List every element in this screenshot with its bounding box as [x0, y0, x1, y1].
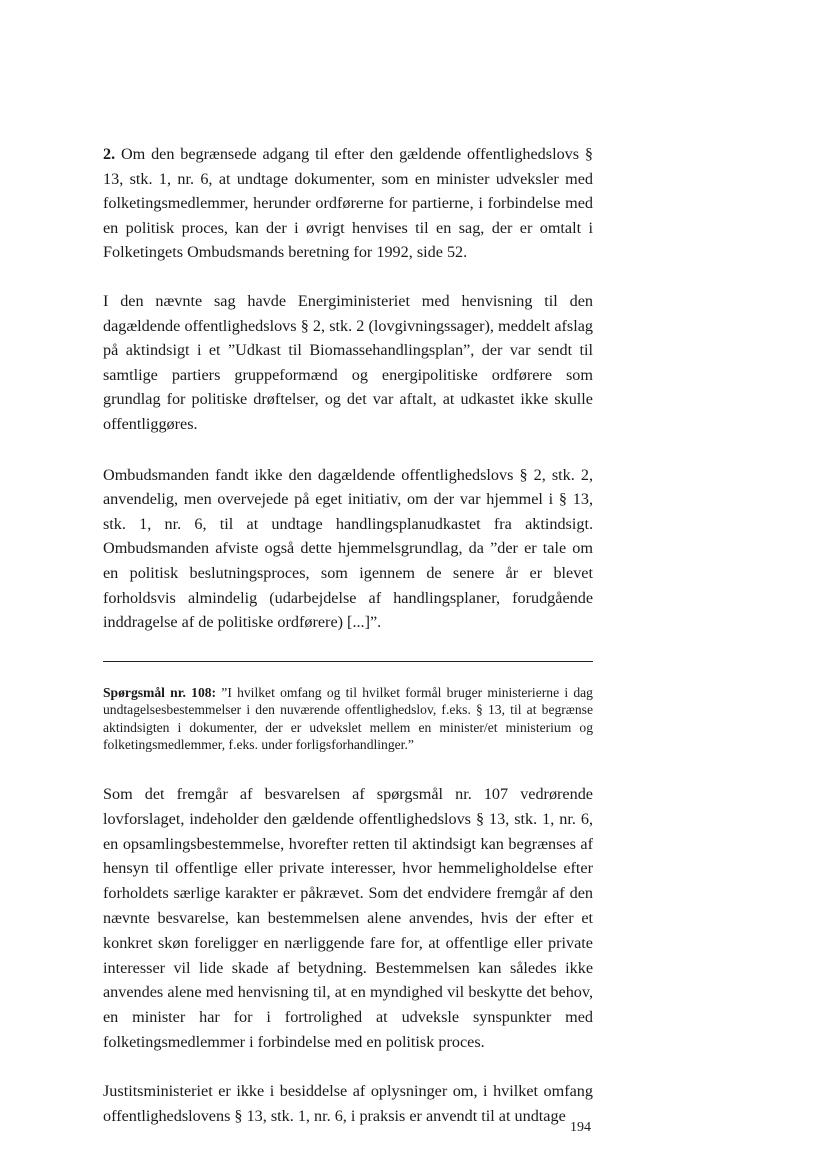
paragraph-2	[103, 142, 593, 265]
paragraph-case-description: I den nævnte sag havde Energiministeriet med henvisning til den dagældende offentlighedslovs § 2, stk. 2 (lovgivningssager), meddelt afslag på aktindsigt i et ”Udkast til Biomassehandlingsplan”, der var sendt til samtlige partiers gruppeformænd og energipolitiske ordførere som grundlag for politiske drøftelser, og det var aftalt, at udkastet ikke skulle offentliggøres.	[103, 291, 593, 433]
question-108	[103, 684, 593, 754]
paragraph-text: Om den begrænsede adgang til efter den gældende offentlighedslovs § 13, stk. 1, nr. 6, at undtage dokumenter, som en minister udveksler med folketingsmedlemmer, herunder ordførerne for partierne, i forbindelse med en politisk proces, kan der i øvrigt henvises til en sag, der er omtalt i Folketingets Ombudsmands beretning for 1992, side 52.	[103, 145, 593, 262]
page-number: 194	[570, 1120, 591, 1135]
paragraph-ombudsman-finding: Ombudsmanden fandt ikke den dagældende offentlighedslovs § 2, stk. 2, anvendelig, men overvejede på eget initiativ, om der var hjemmel i § 13, stk. 1, nr. 6, til at undtage handlingsplanudkastet fra aktindsigt. Ombudsmanden afviste også dette hjemmelsgrundlag, da ”der er tale om en politisk beslutningsproces, som igennem de senere år er blevet forholdsvis almindelig (udarbejdelse af handlingsplaner, forudgående inddragelse af de politiske ordførere) [...]”.	[103, 465, 593, 632]
question-label: Spørgsmål nr. 108:	[103, 684, 217, 700]
paragraph-number: 2.	[103, 145, 116, 163]
section-divider	[103, 661, 593, 662]
answer-paragraph-1: Som det fremgår af besvarelsen af spørgsmål nr. 107 vedrørende lovforslaget, indeholder den gældende offentlighedslovs § 13, stk. 1, nr. 6, en opsamlingsbestemmelse, hvorefter retten til aktindsigt kan begrænses af hensyn til offentlige eller private interesser, hvor hemmeligholdelse efter forholdets særlige karakter er påkrævet. Som det endvidere fremgår af den nævnte besvarelse, kan bestemmelsen alene anvendes, hvis der efter et konkret skøn foreligger en nærliggende fare for, at offentlige eller private interesser vil lide skade af betydning. Bestemmelsen kan således ikke anvendes alene med henvisning til, at en myndighed vil beskytte det behov, en minister har for i fortrolighed at udveksle synspunkter med folketingsmedlemmer i forbindelse med en politisk proces.	[103, 785, 593, 1052]
answer-paragraph-2: Justitsministeriet er ikke i besiddelse af oplysninger om, i hvilket omfang offentlighedslovens § 13, stk. 1, nr. 6, i praksis er anvendt til at undtage	[103, 1081, 593, 1125]
document-page	[103, 142, 593, 1128]
question-text: ”I hvilket omfang og til hvilket formål bruger ministerierne i dag undtagelsesbestemmelser i den nuværende offentlighedslov, f.eks. § 13, til at begrænse aktindsigten i dokumenter, der er udvekslet mellem en minister/et ministerium og folketingsmedlemmer, f.eks. under forligsforhandlinger.”	[103, 684, 593, 753]
